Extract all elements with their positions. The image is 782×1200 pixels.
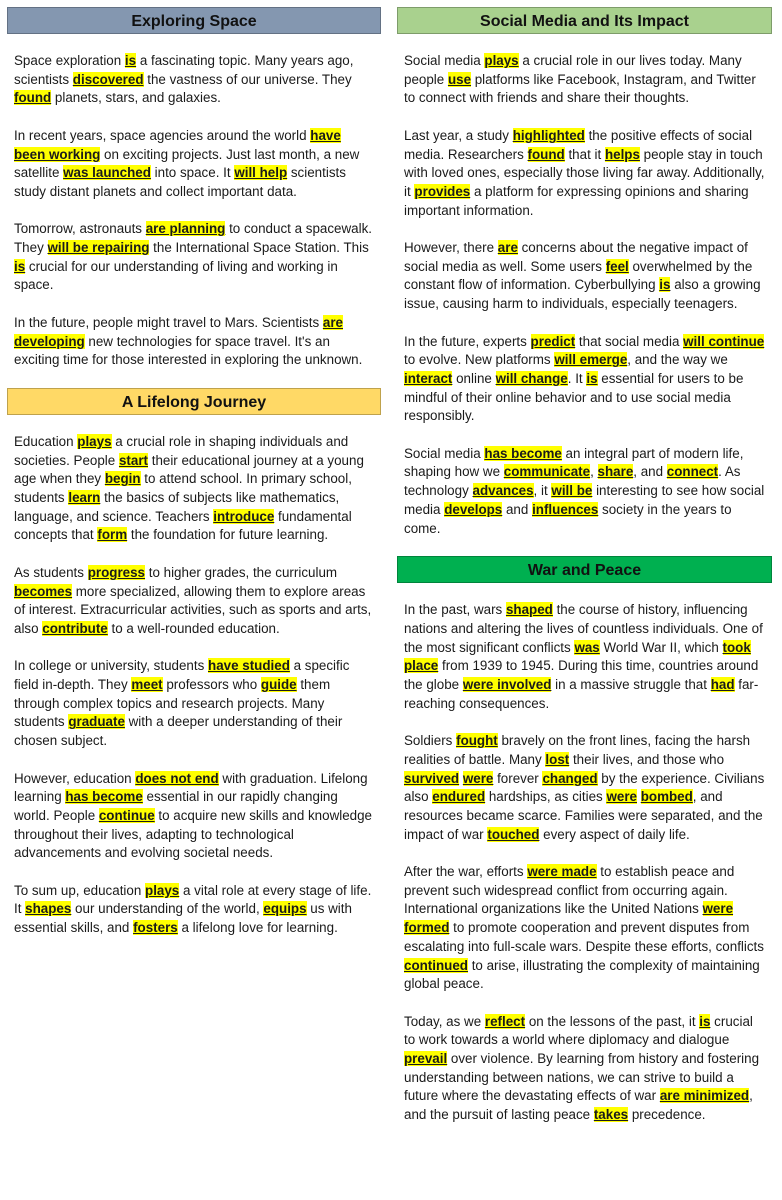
highlighted-verb: influences [532,501,599,517]
paragraph [14,657,374,751]
text-segment: also a growing issue, causing harm to individuals, especially teenagers. [404,277,761,312]
highlighted-verb: took place [404,639,751,674]
highlighted-verb: is [14,258,26,274]
highlighted-verb: will help [234,165,288,181]
highlighted-verb: will be repairing [47,240,150,255]
highlighted-verb: takes [593,1107,629,1123]
text-segment: , and the way we [627,352,728,368]
highlighted-verb: continued [404,957,468,973]
text-segment: to establish peace and prevent such widespread conflict from occurring again. International organizations like the United Nations [404,864,735,917]
text-segment: a vital role at every stage of life. It [14,882,372,917]
highlighted-verb: will be [551,483,593,499]
text-segment: on the lessons of the past, it [525,1013,700,1029]
text-segment: As students [14,564,88,580]
text-segment: , and the pursuit of lasting peace [404,1088,753,1123]
text-segment: to evolve. New platforms [404,352,555,368]
text-segment: platforms like Facebook, Instagram, and Twitter to connect with friends and share their thoughts. [404,71,756,106]
text-segment: to higher grades, the curriculum [145,564,338,580]
text-segment: over violence. By learning from history and fostering understanding between nations, we can strive to build a future where the devastating effects of war [404,1051,760,1104]
text-segment: , [590,464,598,480]
highlighted-verb: have studied [208,658,290,674]
highlighted-verb: advances [472,483,534,499]
text-segment: Soldiers [404,733,457,749]
text-segment: the basics of subjects like mathematics, language, and science. Teachers [14,490,340,524]
paragraph [404,1013,765,1125]
text-segment: the course of history, influencing nations and altering the lives of countless individuals. One of the most significant conflicts [404,602,763,655]
text-segment: an integral part of modern life, shaping how we [404,445,744,480]
text-segment: a crucial role in our lives today. Many people [404,53,742,87]
text-segment: their lives, and those who [569,751,725,767]
highlighted-verb: shapes [25,901,72,917]
highlighted-verb: is [586,370,598,386]
highlighted-verb: plays [77,433,112,449]
text-segment: the vastness of our universe. They [143,71,352,87]
section-title: A Lifelong Journey [7,388,381,415]
highlighted-verb: were formed [404,901,734,936]
paragraph [14,564,374,639]
text-segment: In the future, experts [404,333,531,349]
highlighted-verb: develops [444,501,503,517]
highlighted-verb: highlighted [512,127,585,143]
text-segment: After the war, efforts [404,864,528,880]
right-column [397,7,772,1143]
text-segment: Social media [404,445,485,461]
left-column [7,7,381,956]
highlighted-verb: endured [432,789,486,805]
highlighted-verb: are developing [14,314,343,349]
highlighted-verb: use [447,71,472,87]
highlighted-verb: helps [604,146,640,162]
highlighted-verb: has become [65,789,143,805]
text-segment: more specialized, allowing them to explore areas of interest. Extracurricular activities, such as sports and arts, also [14,583,372,636]
paragraph [14,314,374,370]
highlighted-verb: prevail [404,1051,448,1067]
paragraph [404,445,765,539]
highlighted-verb: discovered [72,71,144,87]
text-segment: However, there [404,240,498,255]
text-segment: In the past, wars [404,602,506,618]
text-segment: Last year, a study [404,127,513,143]
text-segment: from 1939 to 1945. During this time, countries around the globe [404,658,759,693]
text-segment: a crucial role in shaping individuals and societies. People [14,433,349,468]
text-segment: bravely on the front lines, facing the harsh realities of battle. Many [404,733,751,767]
text-segment: far-reaching consequences. [404,677,759,711]
text-segment: scientists study distant planets and collect important data. [14,165,346,199]
highlighted-verb: share [597,464,634,480]
highlighted-verb: is [699,1013,711,1029]
paragraph [404,732,765,844]
highlighted-verb: were [462,770,494,786]
paragraph [404,239,765,314]
highlighted-verb: survived [404,770,460,786]
text-segment: World War II, which [599,639,723,655]
text-segment: the positive effects of social media. Researchers [404,127,753,162]
highlighted-verb: shaped [505,602,553,618]
highlighted-verb: touched [487,826,540,842]
highlighted-verb: becomes [14,583,73,599]
highlighted-verb: contribute [42,620,108,636]
highlighted-verb: was [574,639,600,655]
section-body [397,601,772,1125]
paragraph [14,433,374,545]
highlighted-verb: changed [542,770,598,786]
text-segment: Social media [404,53,485,68]
highlighted-verb: feel [605,258,629,274]
text-segment: Space exploration [14,53,125,68]
text-segment: overwhelmed by the constant flow of information. Cyberbullying [404,258,753,293]
text-segment: to attend school. In primary school, students [14,471,352,506]
section-a-lifelong-journey [7,388,381,938]
paragraph [404,52,765,108]
text-segment: into space. It [150,165,235,181]
text-segment: crucial to work towards a world where diplomacy and dialogue [404,1013,753,1048]
text-segment: people stay in touch with loved ones, especially those living far away. Additionally, it [404,146,765,199]
highlighted-verb: are planning [145,221,226,237]
highlighted-verb: equips [263,901,307,917]
text-segment: to a well-rounded education. [107,620,280,636]
section-body [397,52,772,538]
text-segment: , and resources became scarce. Families were separated, and the impact of war [404,789,763,842]
text-segment: , and [633,464,667,480]
paragraph [404,127,765,221]
highlighted-verb: found [14,90,52,106]
highlighted-verb: will continue [683,333,765,349]
section-body [7,52,381,370]
text-segment: the International Space Station. This [149,240,369,255]
section-social-media-and-its-impact [397,7,772,538]
text-segment: . As technology [404,464,741,499]
highlighted-verb: provides [414,183,471,199]
section-exploring-space [7,7,381,370]
text-segment: with graduation. Lifelong learning [14,770,368,805]
highlighted-verb: predict [530,333,576,349]
highlighted-verb: learn [68,490,101,506]
text-segment: online [452,370,496,386]
text-segment: new technologies for space travel. It's an exciting time for those interested in exploring the unknown. [14,333,363,368]
highlighted-verb: has become [484,445,562,461]
text-segment: To sum up, education [14,882,146,898]
text-segment: essential in our rapidly changing world. People [14,789,338,823]
text-segment: In college or university, students [14,658,209,674]
text-segment: interesting to see how social media [404,483,765,517]
text-segment: Education [14,433,78,449]
highlighted-verb: plays [484,53,519,68]
text-segment: precedence. [628,1107,706,1123]
text-segment: to promote cooperation and prevent disputes from escalating into full-scale wars. Despite these efforts, conflicts [404,920,764,954]
text-segment: crucial for our understanding of living and working in space. [14,258,338,293]
highlighted-verb: were made [527,864,597,880]
text-segment: a specific field in-depth. They [14,658,350,693]
text-segment: in a massive struggle that [551,677,711,693]
text-segment: us with essential skills, and [14,901,352,936]
text-segment: by the experience. Civilians also [404,770,765,805]
text-segment: Tomorrow, astronauts [14,221,146,237]
highlighted-verb: introduce [213,508,275,524]
text-segment: , it [533,483,552,499]
paragraph [14,882,374,938]
text-segment: every aspect of daily life. [539,826,690,842]
paragraph [404,333,765,427]
text-segment: Today, as we [404,1013,485,1029]
text-segment: their educational journey at a young age when they [14,452,364,487]
highlighted-verb: guide [260,677,297,693]
highlighted-verb: had [710,677,735,693]
highlighted-verb: continue [98,807,155,823]
highlighted-verb: communicate [503,464,591,480]
section-title: Social Media and Its Impact [397,7,772,34]
text-segment: However, education [14,770,136,786]
highlighted-verb: meet [131,677,163,693]
highlighted-verb: graduate [68,714,125,730]
highlighted-verb: will change [495,370,568,386]
highlighted-verb: fosters [133,920,178,936]
paragraph [14,52,374,108]
highlighted-verb: fought [456,733,498,749]
text-segment: and [502,501,533,517]
text-segment: concerns about the negative impact of social media as well. Some users [404,240,748,274]
text-segment: to arise, illustrating the complexity of maintaining global peace. [404,957,760,992]
highlighted-verb: will emerge [554,352,628,368]
highlighted-verb: interact [404,370,453,386]
paragraph [14,770,374,864]
highlighted-verb: bombed [640,789,693,805]
paragraph [14,220,374,295]
highlighted-verb: start [118,452,148,468]
text-segment: In the future, people might travel to Mars. Scientists [14,314,323,330]
text-segment: a lifelong love for learning. [177,920,338,936]
highlighted-verb: are minimized [659,1088,750,1104]
section-title: Exploring Space [7,7,381,34]
highlighted-verb: begin [104,471,141,487]
text-segment: planets, stars, and galaxies. [51,90,221,106]
text-segment: to conduct a spacewalk. They [14,221,372,255]
text-segment: our understanding of the world, [71,901,264,917]
text-segment: that social media [575,333,684,349]
text-segment: a fascinating topic. Many years ago, scientists [14,53,354,87]
highlighted-verb: was launched [63,165,151,181]
text-segment: In recent years, space agencies around the world [14,127,311,143]
highlighted-verb: were [606,789,637,805]
text-segment: the foundation for future learning. [127,527,329,543]
section-title: War and Peace [397,556,772,583]
highlighted-verb: form [97,527,128,543]
highlighted-verb: connect [666,464,719,480]
section-war-and-peace [397,556,772,1125]
highlighted-verb: is [659,277,671,293]
text-segment: them through complex topics and research projects. Many students [14,677,331,730]
section-body [7,433,381,938]
highlighted-verb: have been working [14,127,341,162]
highlighted-verb: plays [145,882,180,898]
text-segment: . It [567,370,587,386]
paragraph [404,863,765,994]
highlighted-verb: are [497,240,518,255]
text-segment: society in the years to come. [404,501,732,536]
text-segment: to acquire new skills and knowledge throughout their lives, adapting to technological advancements and evolving societal needs. [14,807,373,861]
paragraph [14,127,374,202]
text-segment: that it [564,146,605,162]
text-segment: hardships, as cities [485,789,607,805]
text-segment: a platform for expressing opinions and sharing important information. [404,183,749,218]
highlighted-verb: is [124,53,137,68]
text-segment: essential for users to be mindful of their online behavior and to use social media responsibly. [404,370,744,424]
text-segment: fundamental concepts that [14,508,352,543]
text-segment: forever [493,770,543,786]
text-segment: with a deeper understanding of their chosen subject. [14,714,343,749]
highlighted-verb: reflect [484,1013,526,1029]
highlighted-verb: found [527,146,565,162]
paragraph [404,601,765,713]
text-segment: on exciting projects. Just last month, a new satellite [14,146,360,181]
text-segment: professors who [162,677,261,693]
highlighted-verb: lost [545,751,570,767]
highlighted-verb: progress [87,564,146,580]
highlighted-verb: does not end [135,770,219,786]
highlighted-verb: were involved [462,677,552,693]
